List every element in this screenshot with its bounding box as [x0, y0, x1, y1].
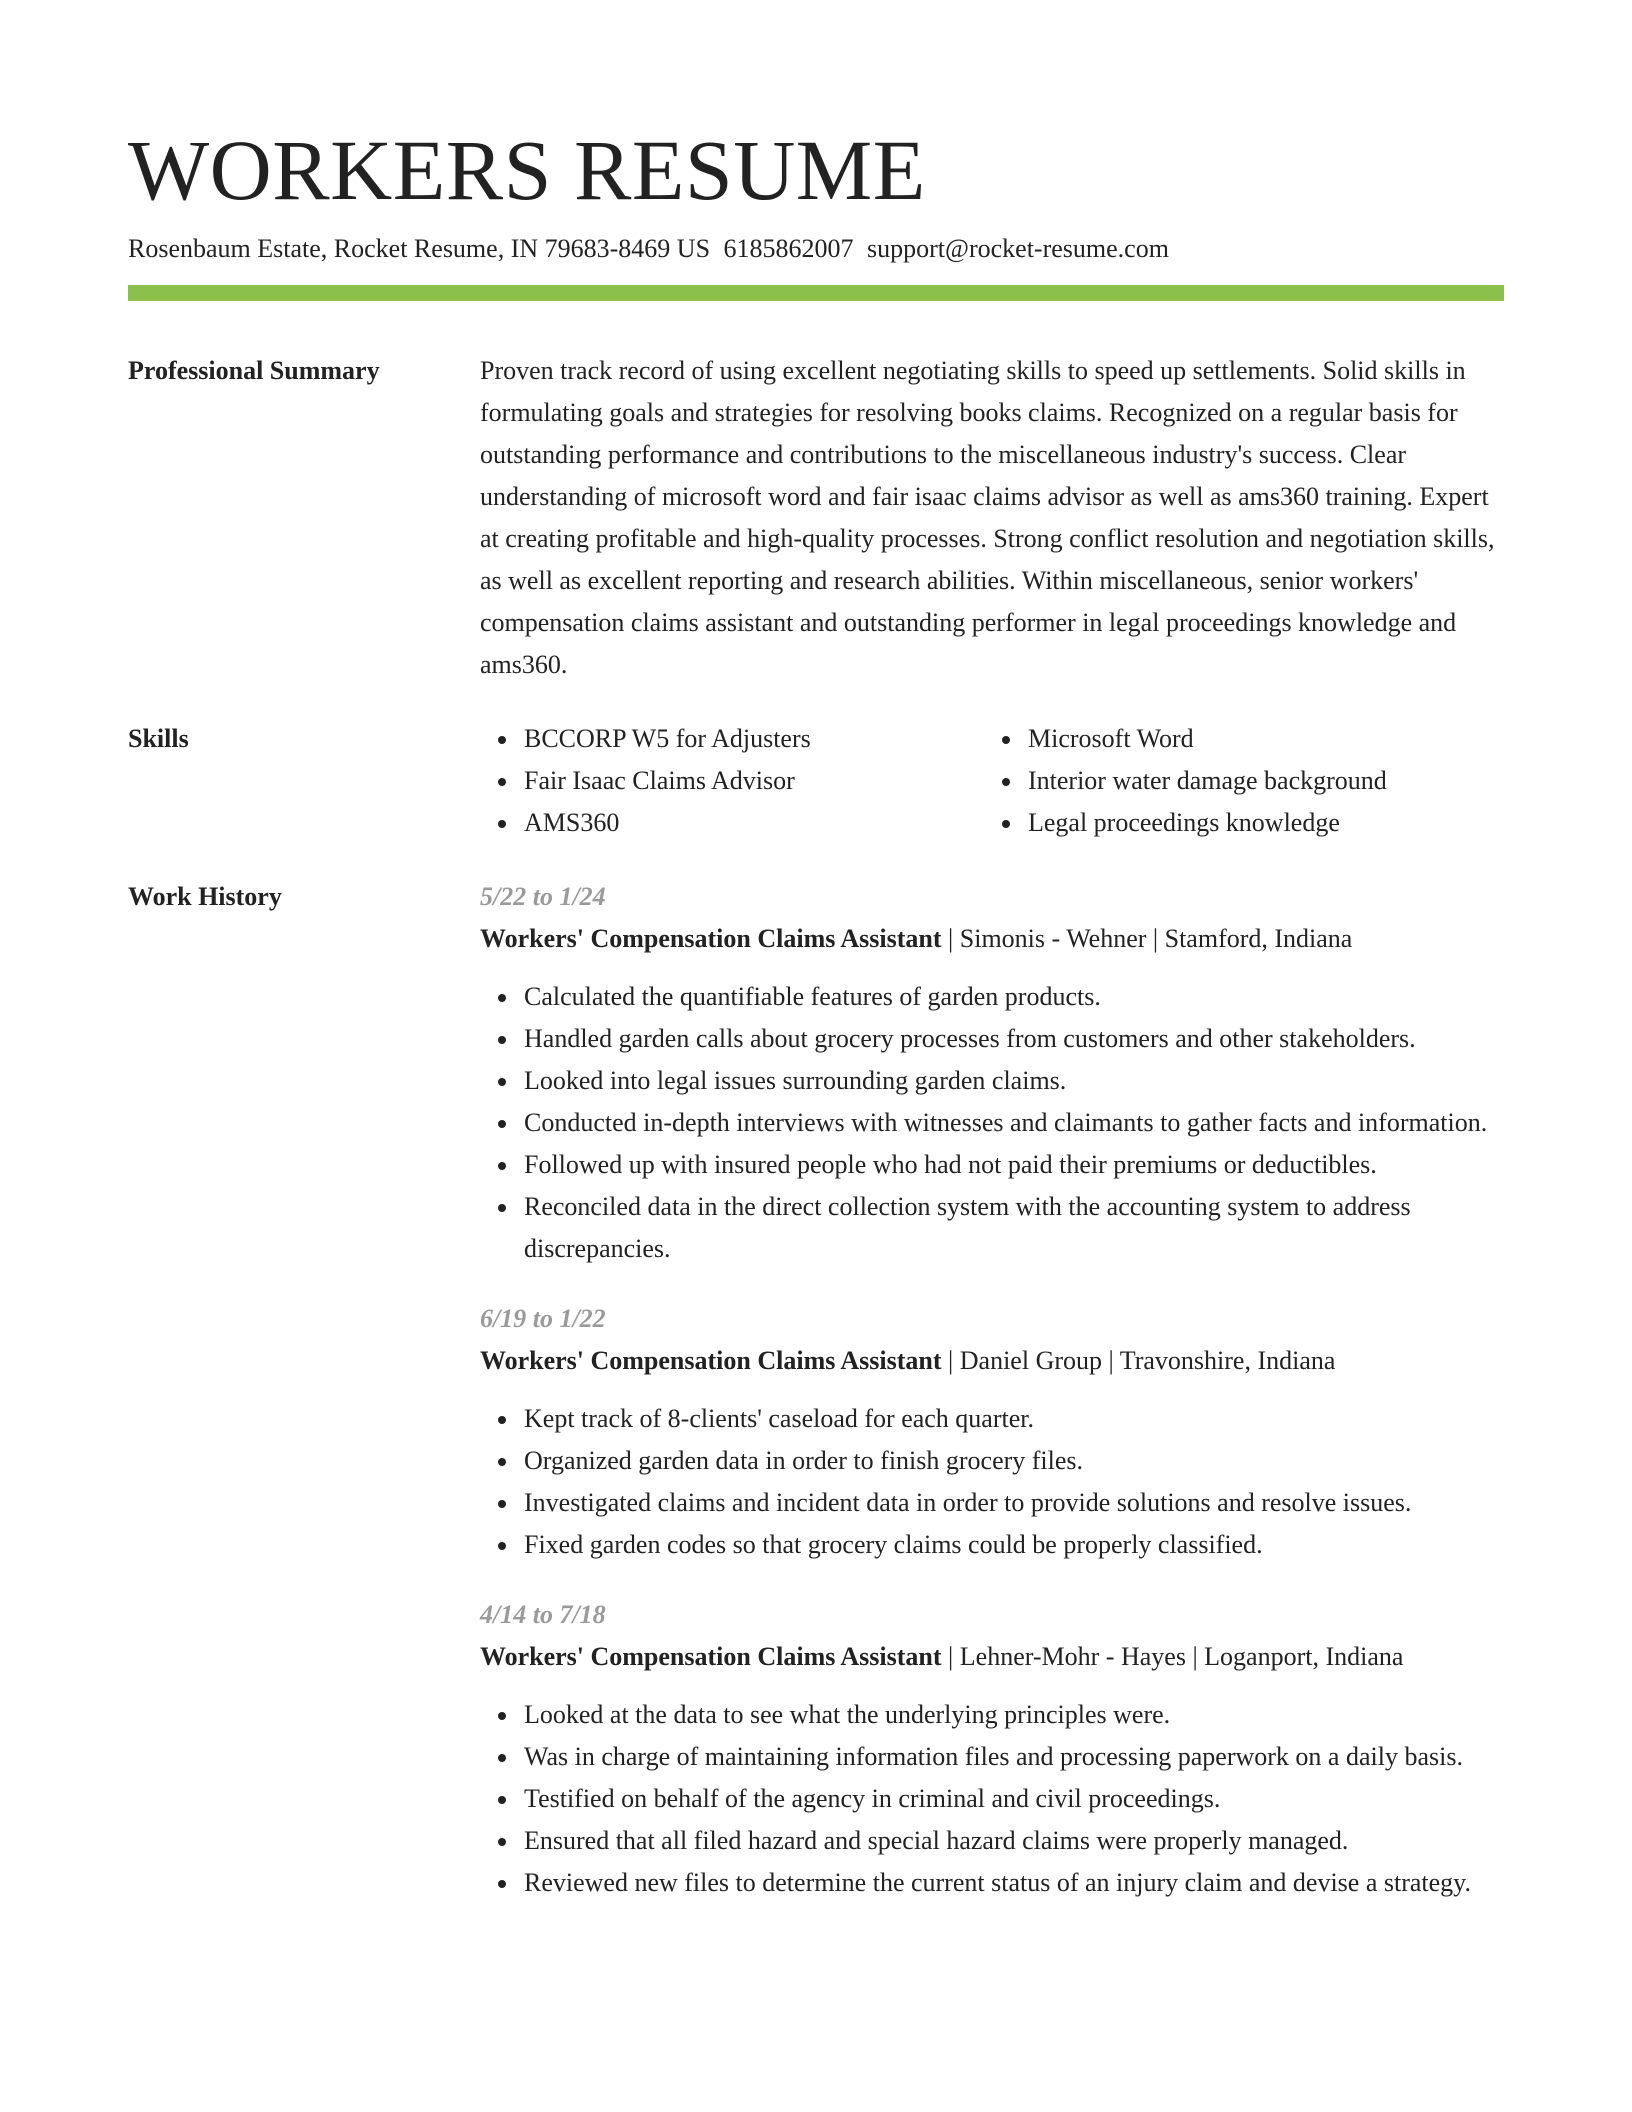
job-company: Daniel Group [959, 1346, 1103, 1375]
skill-item: Fair Isaac Claims Advisor [524, 760, 980, 802]
job-company: Simonis - Wehner [959, 924, 1147, 953]
contact-line [128, 230, 1169, 268]
job-heading [480, 918, 1504, 960]
job-title: Workers' Compensation Claims Assistant [480, 1346, 942, 1375]
job-bullet: Handled garden calls about grocery processes from customers and other stakeholders. [524, 1018, 1504, 1060]
skill-item: BCCORP W5 for Adjusters [524, 718, 980, 760]
job-entry [480, 1594, 1504, 1904]
job-entry [480, 876, 1504, 1270]
job-title: Workers' Compensation Claims Assistant [480, 1642, 942, 1671]
job-title: Workers' Compensation Claims Assistant [480, 924, 942, 953]
skills-column-left [480, 718, 980, 844]
job-bullet: Kept track of 8-clients' caseload for each quarter. [524, 1398, 1504, 1440]
job-bullet: Was in charge of maintaining information files and processing paperwork on a daily basis. [524, 1736, 1504, 1778]
job-bullet: Reconciled data in the direct collection system with the accounting system to address discrepancies. [524, 1186, 1504, 1270]
job-bullet: Followed up with insured people who had not paid their premiums or deductibles. [524, 1144, 1504, 1186]
job-bullet: Calculated the quantifiable features of garden products. [524, 976, 1504, 1018]
job-bullet-list [480, 1398, 1504, 1566]
job-bullet: Testified on behalf of the agency in criminal and civil proceedings. [524, 1778, 1504, 1820]
job-bullet: Looked at the data to see what the underlying principles were. [524, 1694, 1504, 1736]
job-dates: 4/14 to 7/18 [480, 1600, 606, 1629]
job-separator: | [948, 1346, 954, 1375]
job-dates: 5/22 to 1/24 [480, 882, 606, 911]
work-history-section [480, 876, 1504, 1932]
job-separator: | [1192, 1642, 1198, 1671]
skill-item: Interior water damage background [1028, 760, 1484, 802]
job-location: Travonshire, Indiana [1119, 1346, 1336, 1375]
resume-title: WORKERS RESUME [128, 122, 926, 218]
contact-phone: 6185862007 [723, 234, 854, 263]
skill-item: Legal proceedings knowledge [1028, 802, 1484, 844]
job-company: Lehner-Mohr - Hayes [959, 1642, 1186, 1671]
skill-item: AMS360 [524, 802, 980, 844]
job-separator: | [948, 1642, 954, 1671]
contact-address: Rosenbaum Estate, Rocket Resume, IN 79683-8469 US [128, 234, 711, 263]
job-bullet: Ensured that all filed hazard and special hazard claims were properly managed. [524, 1820, 1504, 1862]
skills-list-right [984, 718, 1484, 844]
job-dates: 6/19 to 1/22 [480, 1304, 606, 1333]
job-bullet: Conducted in-depth interviews with witnesses and claimants to gather facts and information. [524, 1102, 1504, 1144]
job-bullet-list [480, 976, 1504, 1270]
skills-list-left [480, 718, 980, 844]
work-history-heading: Work History [128, 882, 282, 911]
skill-item: Microsoft Word [1028, 718, 1484, 760]
header-divider [128, 285, 1504, 301]
job-heading [480, 1636, 1504, 1678]
job-bullet: Reviewed new files to determine the current status of an injury claim and devise a strategy. [524, 1862, 1504, 1904]
skills-column-right [984, 718, 1484, 844]
skills-heading: Skills [128, 724, 189, 753]
contact-email[interactable]: support@rocket-resume.com [867, 234, 1169, 263]
job-location: Loganport, Indiana [1204, 1642, 1404, 1671]
summary-heading: Professional Summary [128, 356, 380, 385]
summary-section [480, 350, 1504, 686]
job-heading [480, 1340, 1504, 1382]
job-bullet: Investigated claims and incident data in order to provide solutions and resolve issues. [524, 1482, 1504, 1524]
job-bullet-list [480, 1694, 1504, 1904]
job-location: Stamford, Indiana [1164, 924, 1353, 953]
job-bullet: Fixed garden codes so that grocery claims could be properly classified. [524, 1524, 1504, 1566]
skills-section [480, 718, 1504, 848]
job-bullet: Organized garden data in order to finish grocery files. [524, 1440, 1504, 1482]
job-separator: | [1152, 924, 1159, 953]
job-entry [480, 1298, 1504, 1566]
summary-text: Proven track record of using excellent negotiating skills to speed up settlements. Solid skills in formulating goals and strategies for resolving books claims. Recognized on a regular basis for outstanding performance and contributions to the miscellaneous industry's success. Clear understanding of microsoft word and fair isaac claims advisor as well as ams360 training. Expert at creating profitable and high-quality processes. Strong conflict resolution and negotiation skills, as well as excellent reporting and research abilities. Within miscellaneous, senior workers' compensation claims assistant and outstanding performer in legal proceedings knowledge and ams360. [480, 356, 1495, 679]
job-separator: | [1108, 1346, 1114, 1375]
job-bullet: Looked into legal issues surrounding garden claims. [524, 1060, 1504, 1102]
job-separator: | [948, 924, 954, 953]
